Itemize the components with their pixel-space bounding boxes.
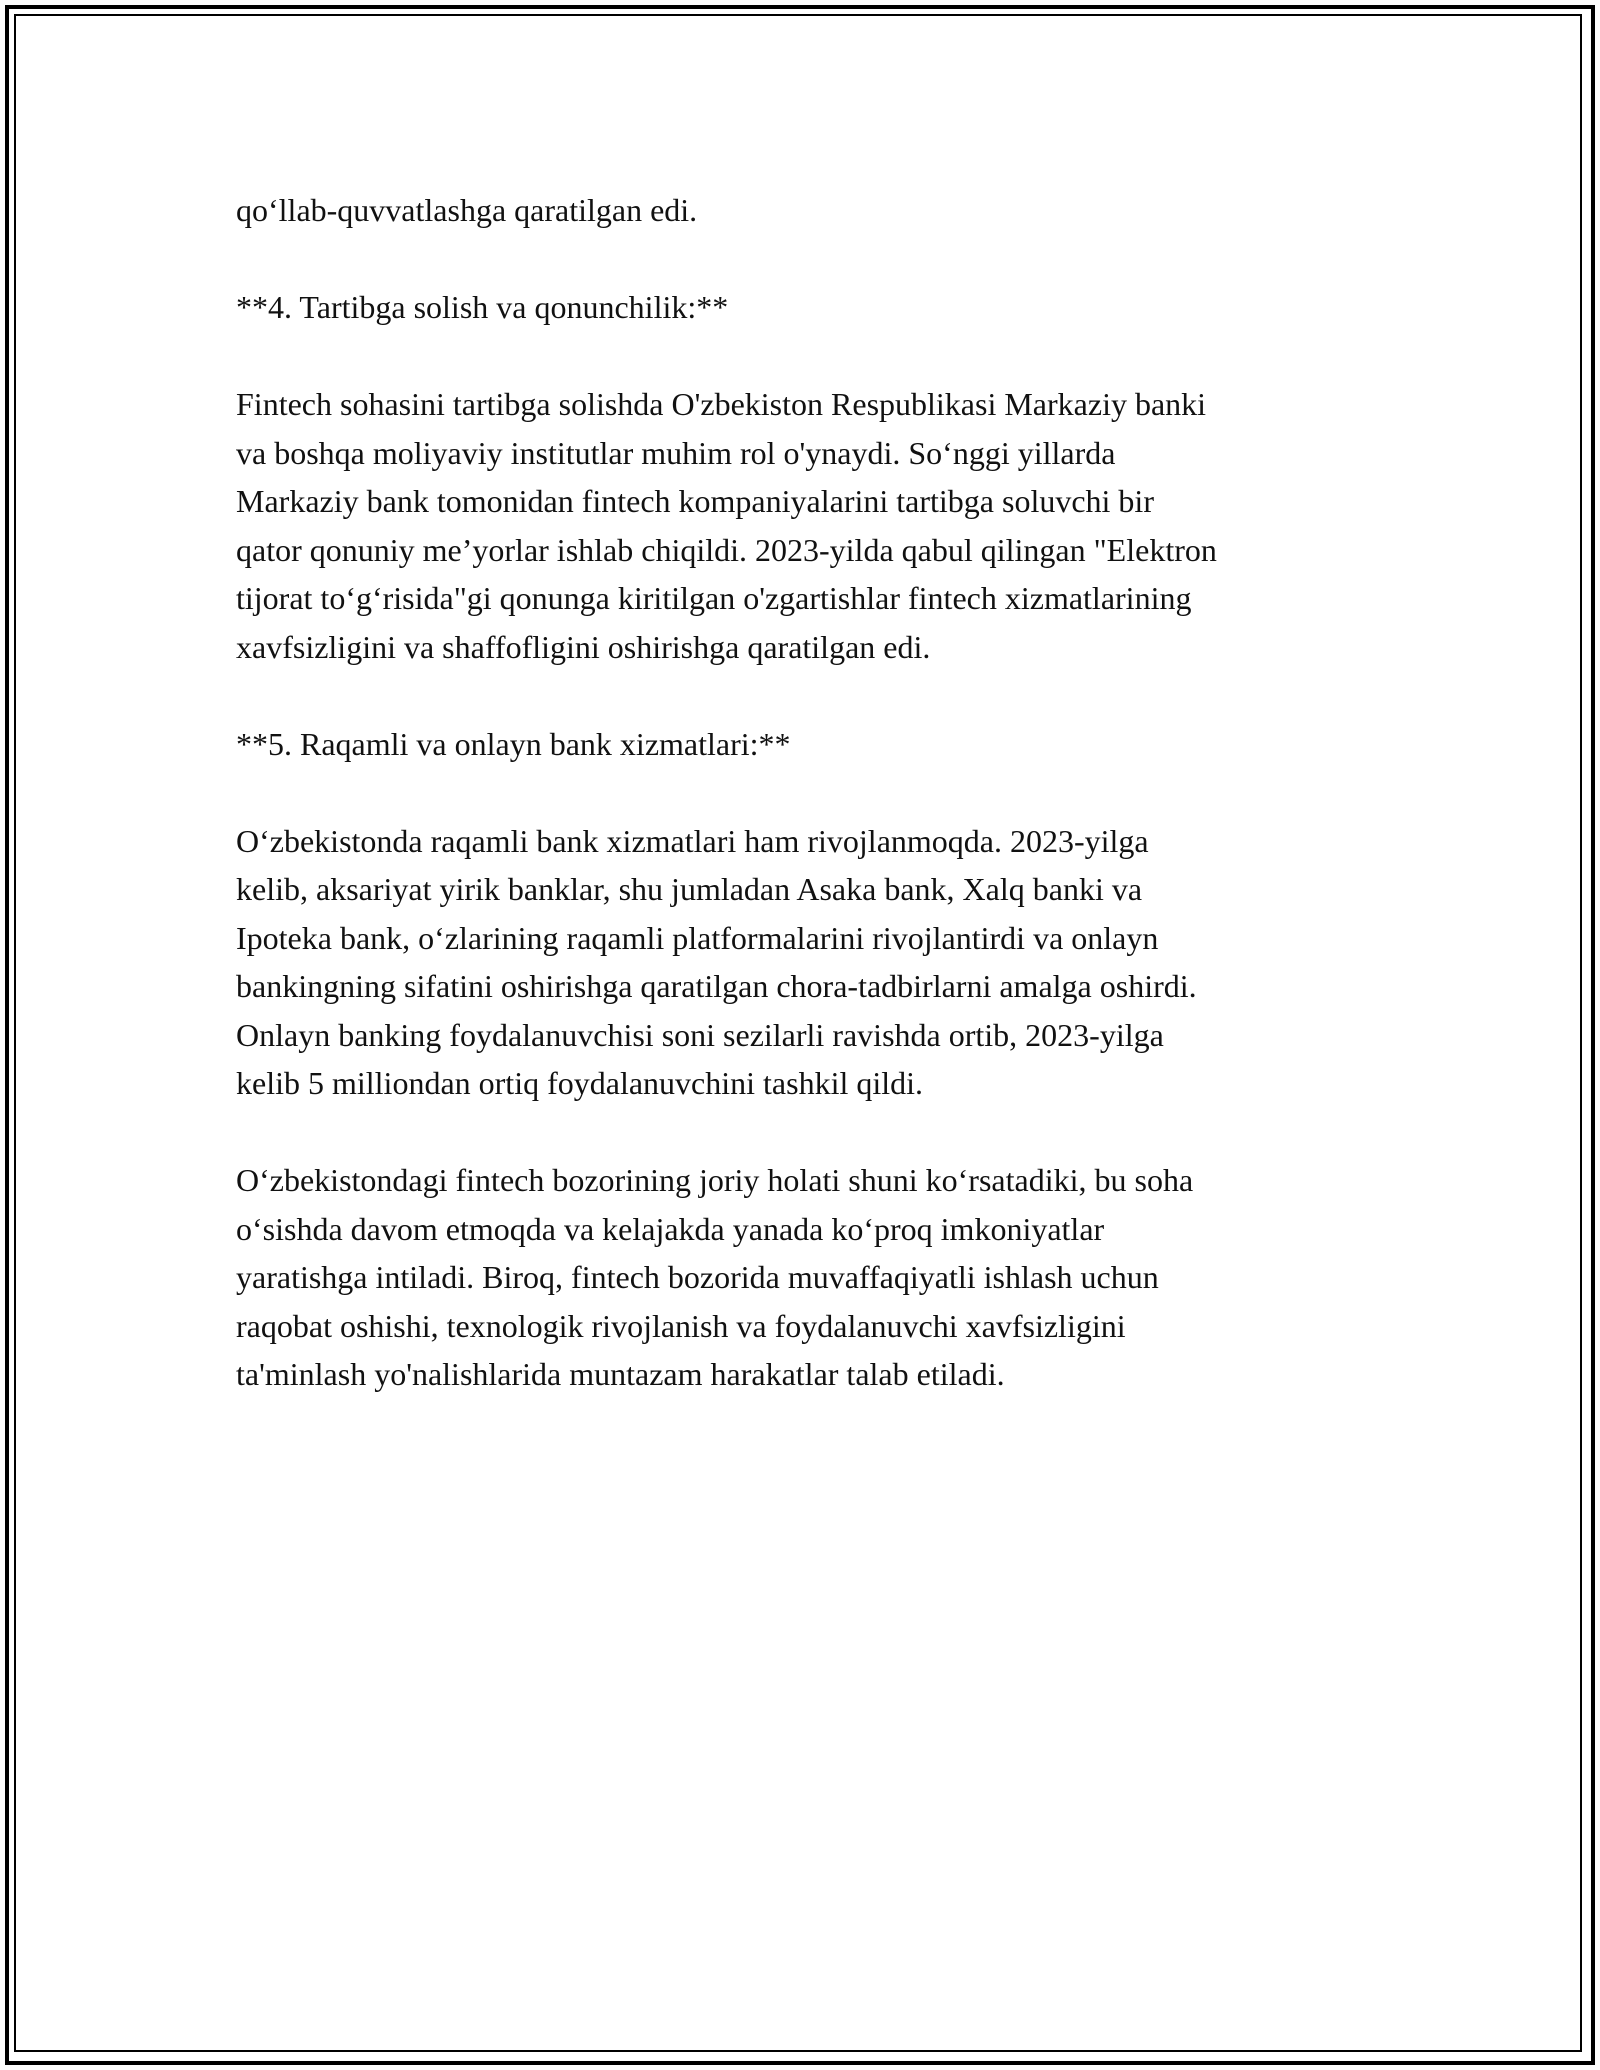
paragraph-digital-banking: O‘zbekistonda raqamli bank xizmatlari ham rivojlanmoqda. 2023-yilga kelib, aksariyat yirik banklar, shu jumladan Asaka bank, Xalq banki va Ipoteka bank, o‘zlarining raqamli platformalarini rivojlantirdi va onlayn bankingning sifatini oshirishga qaratilgan chora-tadbirlarni amalga oshirdi. Onlayn banking foydalanuvchisi soni sezilarli ravishda ortib, 2023-yilga kelib 5 milliondan ortiq foydalanuvchini tashkil qildi.: [236, 822, 1197, 1101]
paragraph-conclusion: O‘zbekistondagi fintech bozorining joriy holati shuni ko‘rsatadiki, bu soha o‘sishda davom etmoqda va kelajakda yanada ko‘proq imkoniyatlar yaratishga intiladi. Biroq, fintech bozorida muvaffaqiyatli ishlash uchun raqobat oshishi, texnologik rivojlanish va foydalanuvchi xavfsizligini ta'minlash yo'nalishlarida muntazam harakatlar talab etiladi.: [236, 1162, 1194, 1392]
document-body: [236, 186, 1376, 1447]
section-heading-digital-banking: **5. Raqamli va onlayn bank xizmatlari:**: [236, 725, 791, 762]
paragraph-regulation: Fintech sohasini tartibga solishda O'zbekiston Respublikasi Markaziy banki va boshqa moliyaviy institutlar muhim rol o'ynaydi. So‘nggi yillarda Markaziy bank tomonidan fintech kompaniyalarini tartibga soluvchi bir qator qonuniy me’yorlar ishlab chiqildi. 2023-yilda qabul qilingan "Elektron tijorat to‘g‘risida"gi qonunga kiritilgan o'zgartishlar fintech xizmatlarining xavfsizligini va shaffofligini oshirishga qaratilgan edi.: [236, 386, 1217, 665]
section-heading-regulation: **4. Tartibga solish va qonunchilik:**: [236, 289, 729, 325]
paragraph-continuation: qo‘llab-quvvatlashga qaratilgan edi.: [236, 192, 698, 228]
